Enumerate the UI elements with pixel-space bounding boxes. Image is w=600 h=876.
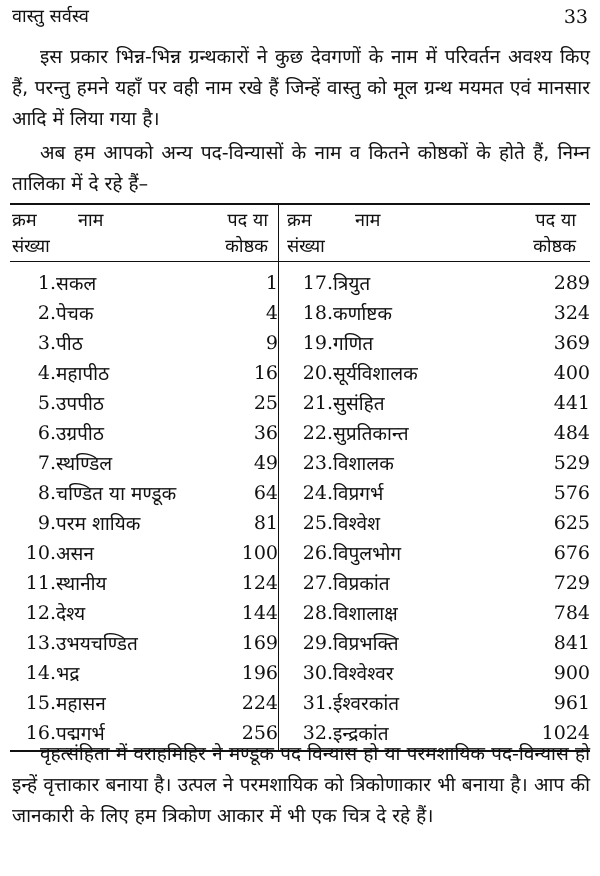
serial-number: 15. [25, 692, 56, 714]
serial-number: 2. [37, 302, 56, 324]
pada-count: 400 [553, 362, 590, 384]
col-header-value: पद या [483, 204, 590, 233]
pada-count: 289 [553, 272, 590, 294]
col-header-empty [56, 233, 204, 262]
pada-count: 169 [204, 628, 279, 658]
serial-number: 23. [302, 452, 333, 474]
table-header-row [10, 204, 590, 233]
pada-count: 900 [553, 662, 590, 684]
pada-count: 1 [204, 262, 279, 299]
col-header-sn: क्रम [10, 204, 56, 233]
vinyasa-name: गणित [333, 333, 374, 355]
table-row [10, 658, 590, 688]
serial-number: 3. [37, 332, 56, 354]
pada-count: 4 [204, 298, 279, 328]
vinyasa-name: स्थण्डिल [56, 453, 113, 475]
serial-number: 20. [302, 362, 333, 384]
vinyasa-name: पीठ [56, 333, 83, 355]
vinyasa-name: इन्द्रकांत [333, 718, 483, 751]
serial-number: 8. [37, 482, 56, 504]
paragraph-closing: वृहत्संहिता में वराहमिहिर ने मण्डूक पद विन्यास हो या परमशायिक पद-विन्यास हो इन्हें वृत्ताकार बनाया है। उत्पल ने परमशायिक को त्रिकोणाकार भी बनाया है। आप की जानकारी के लिए हम त्रिकोण आकार में भी एक चित्र दे रहे हैं। [12, 743, 590, 827]
vinyasa-name: असन [56, 543, 94, 565]
vinyasa-name: स्थानीय [56, 573, 107, 595]
pada-count: 1024 [483, 718, 590, 751]
pada-count: 196 [204, 658, 279, 688]
vinyasa-name: चण्डित या मण्डूक [56, 483, 177, 505]
col-header-value: पद या [204, 204, 279, 233]
table-row [10, 328, 590, 358]
pada-count: 25 [204, 388, 279, 418]
serial-number: 30. [302, 662, 333, 684]
col-header-name: नाम [56, 204, 204, 233]
serial-number: 29. [302, 632, 333, 654]
table-row [10, 388, 590, 418]
serial-number: 7. [37, 452, 56, 474]
table-row [10, 568, 590, 598]
vinyasa-name: परम शायिक [56, 513, 141, 535]
serial-number: 9. [37, 512, 56, 534]
col-header-value: कोष्ठक [483, 233, 590, 262]
vinyasa-name: ईश्वरकांत [333, 693, 400, 715]
serial-number: 31. [302, 692, 333, 714]
table-row [10, 262, 590, 299]
table-header-row [10, 233, 590, 262]
col-header-empty [333, 233, 483, 262]
col-header-name: नाम [333, 204, 483, 233]
serial-number: 16. [10, 718, 56, 751]
vinyasa-name: विश्वेश्वर [333, 663, 394, 685]
pada-count: 124 [204, 568, 279, 598]
table-row [10, 298, 590, 328]
vinyasa-name: उग्रपीठ [56, 423, 104, 445]
table-row [10, 418, 590, 448]
serial-number: 17. [302, 272, 333, 294]
table-row [10, 598, 590, 628]
vinyasa-name: भद्र [56, 663, 80, 685]
serial-number: 14. [25, 662, 56, 684]
vinyasa-name: महासन [56, 693, 106, 715]
page-header [12, 4, 588, 30]
serial-number: 24. [302, 482, 333, 504]
vinyasa-name: देश्य [56, 603, 86, 625]
serial-number: 26. [302, 542, 333, 564]
pada-count: 324 [553, 302, 590, 324]
pada-count: 484 [553, 422, 590, 444]
pada-count: 16 [204, 358, 279, 388]
pada-count: 9 [204, 328, 279, 358]
pada-count: 784 [553, 602, 590, 624]
serial-number: 28. [302, 602, 333, 624]
vinyasa-name: पेचक [56, 303, 94, 325]
serial-number: 6. [37, 422, 56, 444]
vinyasa-name: पद्मगर्भ [56, 718, 204, 751]
pada-count: 441 [553, 392, 590, 414]
pada-count: 961 [553, 692, 590, 714]
pada-count: 529 [553, 452, 590, 474]
vinyasa-name: उभयचण्डित [56, 633, 138, 655]
vinyasa-name: विश्वेश [333, 513, 381, 535]
pada-count: 49 [204, 448, 279, 478]
pada-count: 729 [553, 572, 590, 594]
paragraph-intro: इस प्रकार भिन्न-भिन्न ग्रन्थकारों ने कुछ देवगणों के नाम में परिवर्तन अवश्य किए हैं, परन्तु हमने यहाँ पर वही नाम रखे हैं जिन्हें वास्तु को मूल ग्रन्थ मयमत एवं मानसार आदि में लिया गया है। [12, 46, 590, 130]
serial-number: 10. [25, 542, 56, 564]
serial-number: 27. [302, 572, 333, 594]
serial-number: 25. [302, 512, 333, 534]
vinyasa-name: उपपीठ [56, 393, 104, 415]
vinyasa-name: विशालक [333, 453, 394, 475]
vinyasa-name: विशालाक्ष [333, 603, 398, 625]
running-title: वास्तु सर्वस्व [12, 6, 89, 27]
pada-count: 841 [553, 632, 590, 654]
vinyasa-name: सूर्यविशालक [333, 363, 418, 385]
paragraph-table-intro: अब हम आपको अन्य पद-विन्यासों के नाम व कितने कोष्ठकों के होते हैं, निम्न तालिका में दे रहे हैं– [12, 142, 590, 195]
vinyasa-name: कर्णाष्टक [333, 303, 392, 325]
serial-number: 22. [302, 422, 333, 444]
serial-number: 32. [279, 718, 334, 751]
pada-count: 144 [204, 598, 279, 628]
serial-number: 21. [302, 392, 333, 414]
pada-count: 369 [553, 332, 590, 354]
pada-count: 676 [553, 542, 590, 564]
vinyasa-name: सुसंहित [333, 393, 385, 415]
pada-count: 256 [204, 718, 279, 751]
pada-count: 224 [204, 688, 279, 718]
serial-number: 18. [302, 302, 333, 324]
pada-vinyasa-table [10, 203, 590, 752]
col-header-sn: संख्या [10, 233, 56, 262]
serial-number: 5. [37, 392, 56, 414]
pada-count: 81 [204, 508, 279, 538]
pada-count: 576 [553, 482, 590, 504]
col-header-sn: संख्या [279, 233, 334, 262]
table-row [10, 478, 590, 508]
table-row [10, 688, 590, 718]
pada-count: 36 [204, 418, 279, 448]
vinyasa-name: विप्रभक्ति [333, 633, 399, 655]
pada-count: 625 [553, 512, 590, 534]
vinyasa-name: त्रियुत [333, 273, 371, 295]
table-row [10, 628, 590, 658]
serial-number: 1. [37, 272, 56, 294]
vinyasa-name: विप्रकांत [333, 573, 390, 595]
page-number: 33 [563, 6, 588, 28]
col-header-value: कोष्ठक [204, 233, 279, 262]
serial-number: 11. [25, 572, 56, 594]
table-row [10, 358, 590, 388]
serial-number: 12. [25, 602, 56, 624]
serial-number: 19. [302, 332, 333, 354]
pada-count: 64 [204, 478, 279, 508]
serial-number: 4. [37, 362, 56, 384]
serial-number: 13. [25, 632, 56, 654]
table-row [10, 538, 590, 568]
vinyasa-name: सकल [56, 273, 97, 295]
col-header-sn: क्रम [279, 204, 334, 233]
vinyasa-name: महापीठ [56, 363, 110, 385]
table-row [10, 448, 590, 478]
vinyasa-name: सुप्रतिकान्त [333, 423, 409, 445]
vinyasa-name: विपुलभोग [333, 543, 402, 565]
pada-count: 100 [204, 538, 279, 568]
table-row [10, 508, 590, 538]
vinyasa-name: विप्रगर्भ [333, 483, 384, 505]
